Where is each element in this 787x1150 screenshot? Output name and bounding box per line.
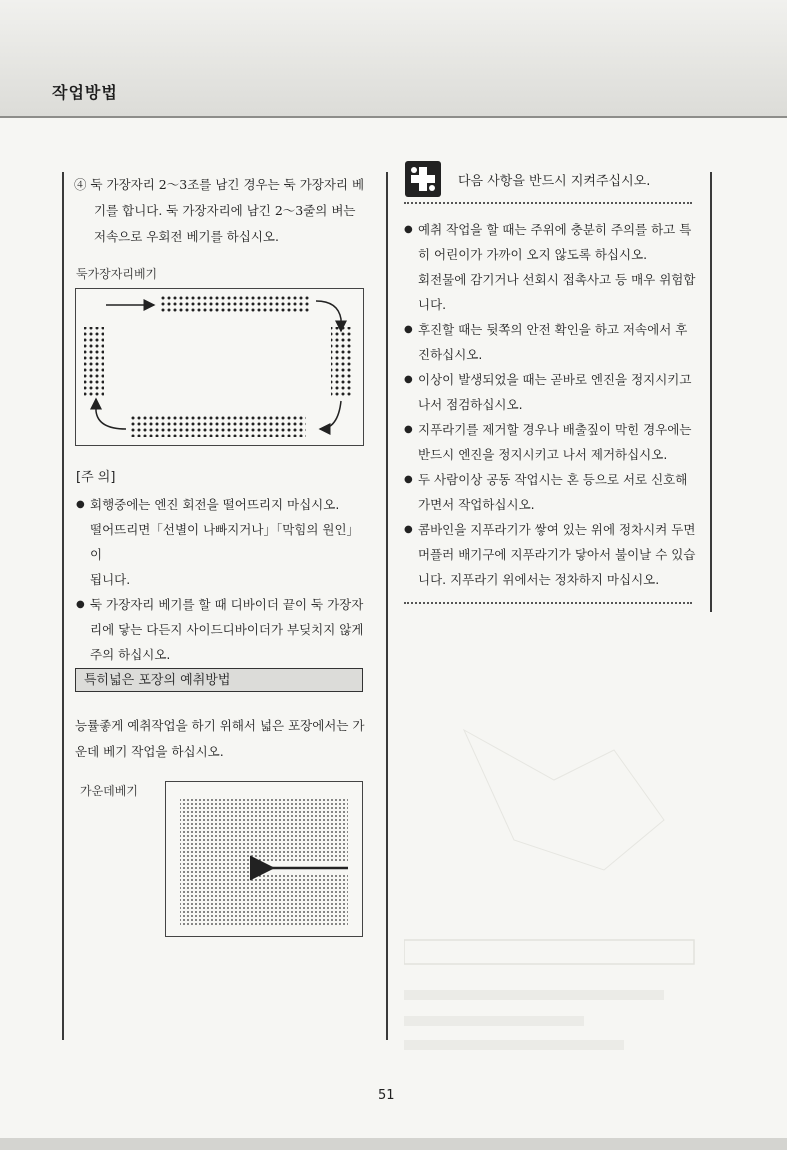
bullet-icon: ● [404, 324, 413, 335]
paragraph-line: 능률좋게 예취작업을 하기 위해서 넓은 포장에서는 가 [75, 718, 365, 733]
step-4-text [74, 172, 370, 250]
warning-line: 콤바인을 지푸라기가 쌓여 있는 위에 정차시켜 두면 [418, 522, 696, 537]
bullet-icon: ● [76, 499, 85, 510]
top-crop-rows [161, 295, 311, 313]
bottom-band [0, 1138, 787, 1150]
warning-icon [405, 161, 441, 197]
step-4-line: ④ 둑 가장자리 2～3조를 남긴 경우는 둑 가장자리 베 [74, 177, 365, 192]
bullet-icon: ● [404, 524, 413, 535]
warning-line: 후진할 때는 뒷쪽의 안전 확인을 하고 저속에서 후 [418, 322, 688, 337]
arrow-down [316, 301, 341, 331]
warning-bottom-divider [404, 602, 692, 604]
warning-line: 진하십시오. [418, 347, 483, 362]
bleed-through-shapes [404, 640, 704, 1060]
step-4-line: 기를 합니다. 둑 가장자리에 남긴 2～3줄의 벼는 [94, 203, 356, 218]
caution-item [76, 592, 368, 617]
caution-line: 리에 닿는 다든지 사이드디바이더가 부딪치지 않게 [90, 622, 364, 637]
figure-1-box [75, 288, 364, 446]
warning-item [404, 417, 700, 442]
caution-title: [주 의] [76, 470, 116, 485]
warning-top-divider [404, 202, 692, 204]
bullet-icon: ● [76, 599, 85, 610]
left-crop-rows [84, 327, 104, 397]
warning-line: 나서 점검하십시오. [418, 397, 523, 412]
caution-line: 주의 하십시오. [90, 647, 171, 662]
warning-line: 두 사람이상 공동 작업시는 혼 등으로 서로 신호해 [418, 472, 688, 487]
warning-list [404, 217, 700, 592]
figure-2-box [165, 781, 363, 937]
arrow-left [320, 401, 341, 429]
warning-line: 니다. [418, 297, 447, 312]
levee-edge-cutting-diagram [76, 289, 363, 445]
warning-item [404, 367, 700, 392]
caution-item [76, 492, 368, 517]
caution-line: 회행중에는 엔진 회전을 떨어뜨리지 마십시오. [90, 497, 340, 512]
warning-title: 다음 사항을 반드시 지켜주십시오. [458, 174, 651, 189]
warning-line: 머플러 배기구에 지푸라기가 닿아서 불이날 수 있습 [418, 547, 696, 562]
caution-line: 됩니다. [90, 572, 131, 587]
right-column-rule [710, 172, 712, 612]
warning-item [404, 517, 700, 542]
warning-line: 예취 작업을 할 때는 주위에 충분히 주의를 하고 특 [418, 222, 692, 237]
paragraph-line: 운데 베기 작업을 하십시오. [75, 744, 224, 759]
page-number: 51 [378, 1088, 395, 1103]
warning-item [404, 467, 700, 492]
arrow-up [96, 399, 126, 429]
bullet-icon: ● [404, 374, 413, 385]
bullet-icon: ● [404, 224, 413, 235]
warning-line: 히 어린이가 가까이 오지 않도록 하십시오. [418, 247, 648, 262]
warning-symbol [405, 161, 441, 197]
right-crop-rows [331, 327, 351, 397]
section-2-paragraph [75, 713, 367, 765]
caution-line: 떨어뜨리면「선별이 나빠지거나」「막힘의 원인」이 [90, 522, 360, 562]
bullet-icon: ● [404, 424, 413, 435]
warning-line: 이상이 발생되었을 때는 곧바로 엔진을 정지시키고 [418, 372, 692, 387]
center-cutting-diagram [166, 782, 362, 936]
warning-item [404, 317, 700, 342]
center-column-rule [386, 172, 388, 1040]
left-column-rule [62, 172, 64, 1040]
warning-line: 가면서 작업하십시오. [418, 497, 535, 512]
header-band [0, 0, 787, 116]
caution-line: 둑 가장자리 베기를 할 때 디바이더 끝이 둑 가장자 [90, 597, 364, 612]
bottom-crop-rows [131, 415, 306, 437]
warning-item [404, 217, 700, 242]
warning-line: 반드시 엔진을 정지시키고 나서 제거하십시오. [418, 447, 668, 462]
section-header-title: 작업방법 [52, 83, 118, 102]
warning-line: 지푸라기를 제거할 경우나 배출짚이 막힌 경우에는 [418, 422, 692, 437]
bullet-icon: ● [404, 474, 413, 485]
figure-1-label: 둑가장자리베기 [76, 267, 158, 281]
section-2-title: 특히넓은 포장의 예취방법 [75, 668, 363, 692]
warning-line: 니다. 지푸라기 위에서는 정차하지 마십시오. [418, 572, 660, 587]
figure-2-label: 가운데베기 [80, 784, 138, 798]
step-4-line: 저속으로 우회전 베기를 하십시오. [94, 229, 279, 244]
caution-list [76, 492, 368, 667]
warning-line: 회전물에 감기거나 선회시 접촉사고 등 매우 위험합 [418, 272, 696, 287]
